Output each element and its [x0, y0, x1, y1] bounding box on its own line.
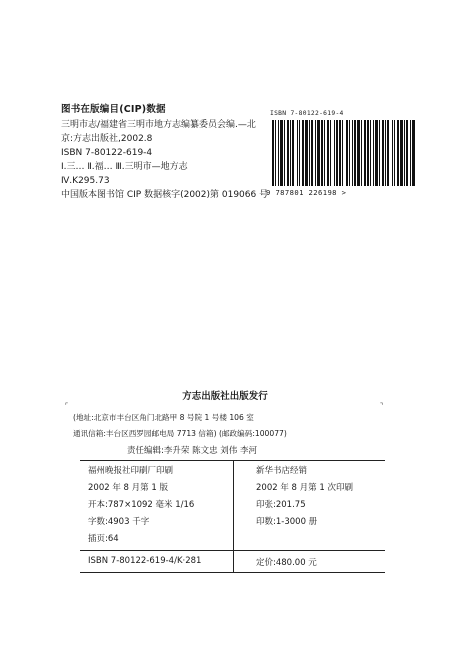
barcode-bar: [406, 120, 408, 186]
barcode-bar: [364, 120, 366, 186]
barcode-bar: [361, 120, 362, 186]
corner-mark-left: ⌜: [65, 402, 69, 410]
barcode-bar: [336, 120, 338, 186]
spec-printer: 福州晚报社印刷厂印刷: [88, 466, 174, 476]
barcode-bar: [397, 120, 399, 186]
barcode-bar: [400, 120, 403, 186]
corner-mark-right: ⌝: [380, 402, 384, 410]
barcode-bar: [349, 120, 350, 186]
barcode-bar: [290, 120, 291, 186]
barcode-bar: [330, 120, 331, 186]
cip-line-3: ISBN 7-80122-619-4: [61, 148, 153, 158]
isbn-barcode: [266, 110, 425, 197]
barcode-bar: [311, 120, 313, 186]
spec-price: 定价:480.00 元: [256, 558, 317, 568]
barcode-bar: [346, 120, 348, 186]
barcode-bar: [278, 120, 279, 186]
barcode-bar: [317, 120, 320, 186]
cip-line-2: 京:方志出版社,2002.8: [61, 134, 153, 144]
barcode-bar: [324, 120, 325, 186]
publisher-address: (地址:北京市丰台区角门北路甲 8 号院 1 号楼 106 室: [73, 413, 254, 422]
barcode-bar: [299, 120, 300, 186]
barcode-bar: [272, 120, 274, 186]
spec-printing: 2002 年 8 月第 1 次印刷: [256, 483, 353, 493]
barcode-bar: [370, 120, 371, 186]
barcode-bar: [315, 120, 316, 186]
barcode-bar: [375, 120, 378, 186]
barcode-digits: 9 787801 226198 >: [266, 188, 347, 197]
spec-print-run: 印数:1-3000 册: [256, 517, 318, 527]
spec-edition: 2002 年 8 月第 1 版: [88, 483, 168, 493]
spec-word-count: 字数:4903 千字: [88, 517, 150, 527]
table-divider: [233, 460, 234, 572]
responsible-editors: 责任编辑:李升荣 陈文忠 刘伟 李河: [127, 446, 257, 456]
barcode-bar: [339, 120, 341, 186]
barcode-bar: [412, 120, 415, 186]
publisher-title: 方志出版社出版发行: [182, 391, 268, 402]
spec-format: 开本:787×1092 毫米 1/16: [88, 500, 195, 510]
barcode-bar: [309, 120, 310, 186]
barcode-bar: [275, 120, 276, 186]
barcode-bar: [379, 120, 380, 186]
barcode-bar: [394, 120, 395, 186]
barcode-bar: [385, 120, 386, 186]
barcode-bar: [387, 120, 389, 186]
cip-line-4: Ⅰ.三… Ⅱ.福… Ⅲ.三明市—地方志: [61, 162, 188, 172]
barcode-bar: [352, 120, 353, 186]
cip-line-6: 中国版本图书馆 CIP 数据核字(2002)第 019066 号: [61, 190, 269, 200]
barcode-bar: [410, 120, 411, 186]
barcode-bar: [382, 120, 384, 186]
spec-distributor: 新华书店经销: [256, 466, 308, 476]
barcode-bar: [292, 120, 294, 186]
spec-inserts: 插页:64: [88, 534, 119, 544]
barcode-bar: [342, 120, 343, 186]
barcode-bar: [287, 120, 289, 186]
barcode-bar: [392, 120, 393, 186]
spec-isbn: ISBN 7-80122-619-4/K·281: [88, 556, 202, 566]
barcode-bar: [280, 120, 283, 186]
spec-sheets: 印张:201.75: [256, 500, 306, 510]
cip-line-1: 三明市志/福建省三明市地方志编纂委员会编.—北: [61, 120, 256, 130]
table-bottom-rule: [80, 572, 385, 573]
barcode-bar: [327, 120, 329, 186]
barcode-bar: [305, 120, 308, 186]
barcode-bar: [302, 120, 304, 186]
barcode-bars: [270, 120, 420, 186]
barcode-bar: [373, 120, 374, 186]
barcode-bar: [354, 120, 356, 186]
barcode-top-text: ISBN 7-80122-619-4: [270, 110, 344, 117]
cip-line-5: Ⅳ.K295.73: [61, 176, 110, 186]
barcode-bar: [334, 120, 335, 186]
barcode-bar: [404, 120, 405, 186]
publisher-mail: 通讯信箱:丰台区西罗园邮电局 7713 信箱) (邮政编码:100077): [73, 429, 287, 438]
cip-heading: 图书在版编目(CIP)数据: [61, 104, 166, 115]
barcode-bar: [367, 120, 369, 186]
barcode-bar: [357, 120, 360, 186]
barcode-bar: [297, 120, 298, 186]
barcode-bar: [284, 120, 285, 186]
barcode-bar: [321, 120, 323, 186]
